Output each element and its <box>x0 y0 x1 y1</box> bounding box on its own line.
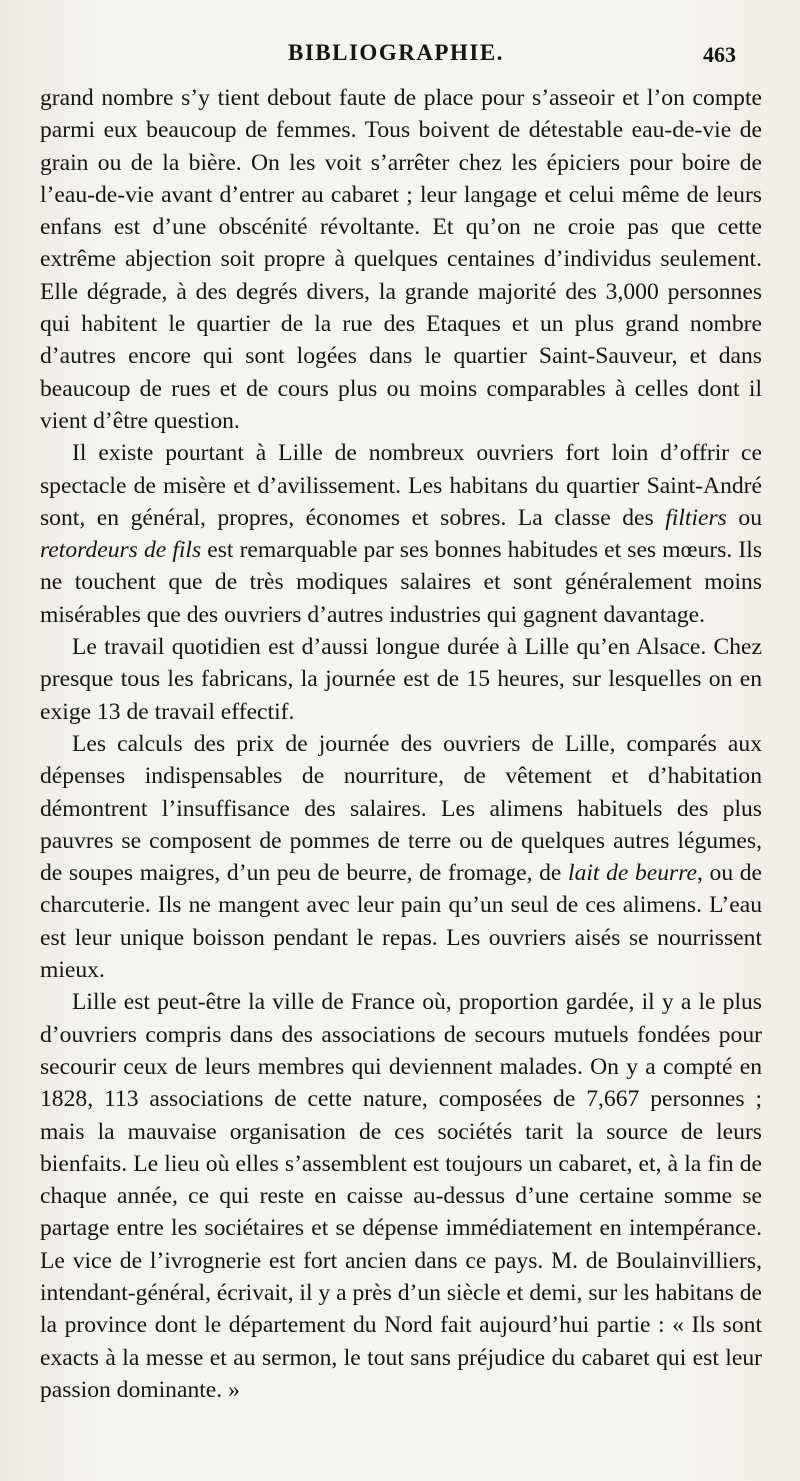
paragraph-text: Il existe pourtant à Lille de nombreux ouvriers fort loin d’offrir ce spectacle de misère et d’avilissement. Les habitans du quartier Saint-André sont, en général, propres, économes et sobres. La classe des <box>40 440 762 531</box>
paragraph-saint-andre <box>40 437 762 631</box>
paragraph-text: grand nombre s’y tient debout faute de place pour s’asseoir et l’on compte parmi eux beaucoup de femmes. Tous boivent de détestable eau-de-vie de grain ou de la bière. On les voit s’arrêter chez les épiciers pour boire de l’eau-de-vie avant d’entrer au cabaret ; leur langage et celui même de leurs enfans est d’une obscénité révoltante. Et qu’on ne croie pas que cette extrême abjection soit propre à quelques centaines d’individus seulement. Elle dégrade, à des degrés divers, la grande majorité des 3,000 personnes qui habitent le quartier de la rue des Etaques et un plus grand nombre d’autres encore qui sont logées dans le quartier Saint-Sauveur, et dans beaucoup de rues et de cours plus ou moins comparables à celles dont il vient d’être question. <box>40 85 762 434</box>
page-number: 463 <box>703 42 736 67</box>
italic-term-retordeurs: retordeurs de fils <box>40 537 202 564</box>
running-header <box>0 40 800 80</box>
body-text <box>40 82 762 1406</box>
paragraph-mutual-aid <box>40 986 762 1406</box>
paragraph-wages <box>40 728 762 986</box>
paragraph-working-hours <box>40 631 762 728</box>
paragraph-text: Les calculs des prix de journée des ouvriers de Lille, comparés aux dépenses indispensables de nourriture, de vêtement et d’habitation démontrent l’insuffisance des salaires. Les alimens habituels des plus pauvres se composent de pommes de terre ou de quelques autres légumes, de soupes maigres, d’un peu de beurre, de fromage, de <box>40 730 762 887</box>
paragraph-text: est remarquable par ses bonnes habitudes et ses mœurs. Ils ne touchent que de très modiques salaires et sont généralement moins misérables que des ouvriers d’autres industries qui gagnent davantage. <box>40 537 762 628</box>
paragraph-text: , ou de charcuterie. Ils ne mangent avec leur pain qu’un seul de ces alimens. L’eau est leur unique boisson pendant le repas. Les ouvriers aisés se nourrissent mieux. <box>40 860 763 984</box>
paragraph-continuation <box>40 82 762 437</box>
italic-term-lait-de-beurre: lait de beurre <box>568 860 698 887</box>
paragraph-text: Lille est peut-être la ville de France où, proportion gardée, il y a le plus d’ouvriers compris dans des associations de secours mutuels fondées pour secourir ceux de leurs membres qui deviennent malades. On y a compté en 1828, 113 associations de cette nature, composées de 7,667 personnes ; mais la mauvaise organisation de ces sociétés tarit la source de leurs bienfaits. Le lieu où elles s’assemblent est toujours un cabaret, et, à la fin de chaque année, ce qui reste en caisse au-dessus d’une certaine somme se partage entre les sociétaires et se dépense immédiatement en intempérance. Le vice de l’ivrognerie est fort ancien dans ce pays. M. de Boulainvilliers, intendant-général, écrivait, il y a près d’un siècle et demi, sur les habitans de la province dont le département du Nord fait aujourd’hui partie : « Ils sont exacts à la messe et au sermon, le tout sans préjudice du cabaret qui est leur passion dominante. » <box>40 989 762 1403</box>
running-title: BIBLIOGRAPHIE. <box>288 40 504 65</box>
italic-term-filtiers: filtiers <box>665 504 727 531</box>
paragraph-text: Le travail quotidien est d’aussi longue durée à Lille qu’en Alsace. Chez presque tous les fabricans, la journée est de 15 heures, sur lesquelles on en exige 13 de travail effectif. <box>40 634 762 725</box>
paragraph-text: ou <box>726 504 762 531</box>
